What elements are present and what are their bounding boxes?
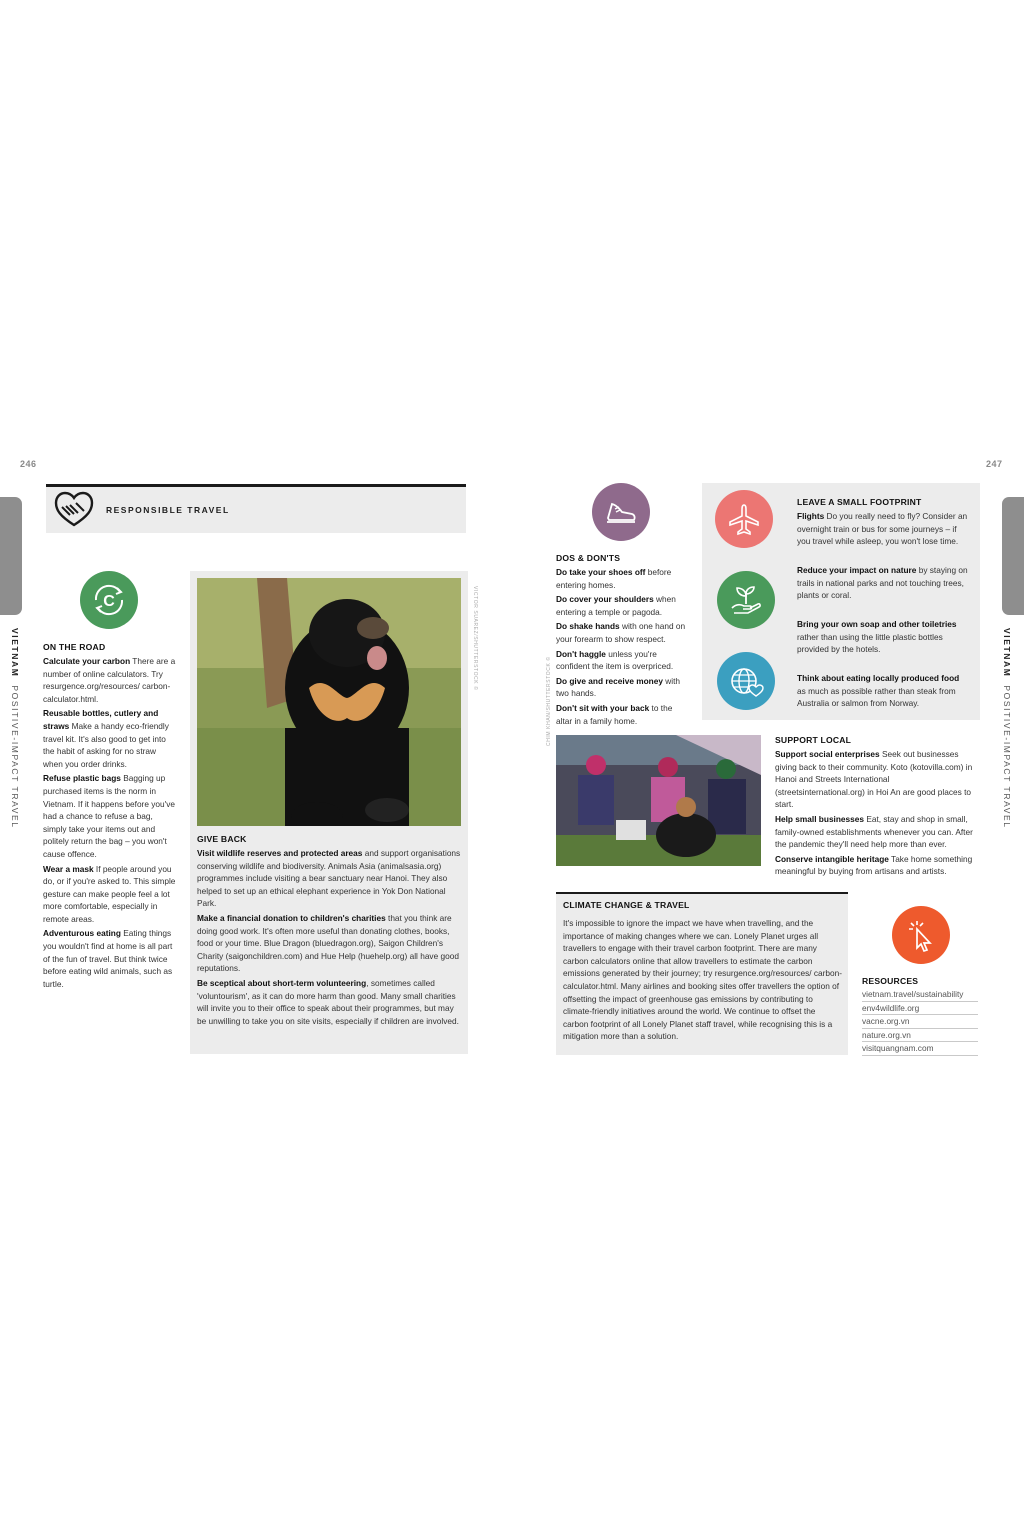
dos-donts-heading: DOS & DON'TS [556, 553, 621, 563]
support-local-heading: SUPPORT LOCAL [775, 735, 852, 745]
chapter-tab-left [0, 497, 22, 615]
resource-link[interactable]: nature.org.vn [862, 1029, 978, 1043]
resources-list [862, 988, 978, 1056]
page-number-left: 246 [20, 459, 37, 469]
side-label-left [10, 628, 20, 829]
side-label-sub: POSITIVE-IMPACT TRAVEL [1002, 685, 1012, 829]
list-item: Make a financial donation to children's charities that you think are doing good work. It's often more useful than donating clothes, books, food or your time. Blue Dragon (bluedragon.org), Saigon Children's Charity (saigonchildren.com) and Hue Help (huehelp.org) all have good reputations. [197, 912, 459, 974]
banner-title: RESPONSIBLE TRAVEL [106, 505, 230, 515]
side-label-sub: POSITIVE-IMPACT TRAVEL [10, 685, 20, 829]
give-back-heading: GIVE BACK [197, 834, 247, 844]
list-item: Conserve intangible heritage Take home something meaningful by buying from artisans and artists. [775, 853, 973, 877]
side-label-main: VIETNAM [10, 628, 20, 678]
list-item: Calculate your carbon There are a number of online calculators. Try resurgence.org/resources/ carbon-calculator.html. [43, 656, 176, 704]
on-the-road-list [43, 655, 177, 992]
list-item: Be sceptical about short-term volunteering, sometimes called 'voluntourism', as it can do more harm than good. Many small charities will invite you to their office to speak about their programmes, but may be unwilling to take you on site visits, especially if children are involved. [197, 977, 459, 1026]
side-label-right [1002, 628, 1012, 829]
sun-bear-photo [197, 578, 461, 826]
list-item: Support social enterprises Seek out businesses giving back to their community. Koto (kotovilla.com) in Hanoi and Streets International (streetsinternational.org) in Hoi An are good places to start. [775, 749, 973, 810]
list-item: Do give and receive money with two hands. [556, 675, 681, 699]
list-item: Don't sit with your back to the altar in a family home. [556, 702, 673, 726]
list-item: Do take your shoes off before entering homes. [556, 567, 672, 590]
chapter-tab-right [1002, 497, 1024, 615]
carbon-cycle-icon [80, 571, 138, 629]
resources-heading: RESOURCES [862, 976, 919, 986]
small-footprint-heading: LEAVE A SMALL FOOTPRINT [797, 497, 922, 507]
support-local-list [775, 748, 981, 880]
climate-heading: CLIMATE CHANGE & TRAVEL [563, 900, 690, 910]
list-item: Visit wildlife reserves and protected areas and support organisations conserving wildlife and biodiversity. Animals Asia (animalsasia.org) programmes include visiting a bear sanctuary near Hanoi. They also helped to set up an ethical elephant experience in Yok Don National Park. [197, 848, 461, 909]
list-item: Help small businesses Eat, stay and shop in small, family-owned establishments whenever you can. After the pandemic they'll need help more than ever. [775, 813, 973, 850]
photo-credit: VICTOR SUAREZ/SHUTTERSTOCK © [472, 586, 478, 691]
list-item: Wear a mask If people around you do, or if you're asked to. This simple gesture can make people feel a lot more comfortable, especially in remote areas. [43, 863, 176, 924]
list-item: Don't haggle unless you're confident the item is overpriced. [556, 648, 674, 672]
market-vendors-photo [556, 735, 761, 866]
footprint-item-3: Bring your own soap and other toiletries rather than using the little plastic bottles provided by the hotels. [797, 619, 957, 655]
list-item: Reusable bottles, cutlery and straws Make a handy eco-friendly travel kit. It's also good to get into the habit of asking for no straw when you order drinks. [43, 708, 169, 769]
list-item: Do cover your shoulders when entering a temple or pagoda. [556, 594, 676, 617]
footprint-item-2: Reduce your impact on nature by staying on trails in national parks and not touching trees, plants or coral. [797, 565, 968, 601]
resource-link[interactable]: env4wildlife.org [862, 1002, 978, 1016]
handshake-heart-icon [54, 491, 94, 529]
list-item: Adventurous eating Eating things you wouldn't find at home is all part of the fun of travel. But think twice before eating wild animals, such as turtle. [43, 928, 173, 989]
photo-credit: CHIM KHAN/SHUTTERSTOCK © [546, 656, 552, 746]
airplane-icon [715, 490, 773, 548]
footprint-item-4: Think about eating locally produced food as much as possible rather than steak from Australia or salmon from Norway. [797, 673, 960, 709]
list-item: Do shake hands with one hand on your forearm to show respect. [556, 621, 686, 644]
on-the-road-heading: ON THE ROAD [43, 642, 106, 652]
resource-link[interactable]: vietnam.travel/sustainability [862, 988, 978, 1002]
resource-link[interactable]: vacne.org.vn [862, 1015, 978, 1029]
resource-link[interactable]: visitquangnam.com [862, 1042, 978, 1056]
page-number-right: 247 [986, 459, 1003, 469]
climate-body: It's impossible to ignore the impact we have when travelling, and the importance of making changes where we can. Lonely Planet urges all travellers to engage with their travel carbon footprint. There are many carbon calculators online that allow travellers to estimate the carbon emissions generated by their journey; try resurgence.org/resources/ carbon-calculator.html. Many airlines and booking sites offer travellers the option of offsetting the impact of greenhouse gas emissions by contributing to climate-friendly initiatives around the world. We continue to offset the carbon footprint of all Lonely Planet staff travel, while recognising this is a mitigation more than a solution. [563, 918, 843, 1042]
sneaker-icon [592, 483, 650, 541]
globe-heart-icon [717, 652, 775, 710]
cursor-click-icon [892, 906, 950, 964]
dos-donts-list [556, 566, 688, 729]
plant-in-hand-icon [717, 571, 775, 629]
side-label-main: VIETNAM [1002, 628, 1012, 678]
svg-text:C: C [103, 593, 115, 610]
section-banner [46, 484, 466, 533]
list-item: Refuse plastic bags Bagging up purchased items is the norm in Vietnam. If it happens before you've had a chance to refuse a bag, simply take your items out and politely return the bag – you won't cause offence. [43, 773, 175, 859]
footprint-item-1: Flights Do you really need to fly? Consider an overnight train or bus for some journeys – if you travel while asleep, you won't lose time. [797, 511, 968, 547]
give-back-list [197, 847, 461, 1029]
